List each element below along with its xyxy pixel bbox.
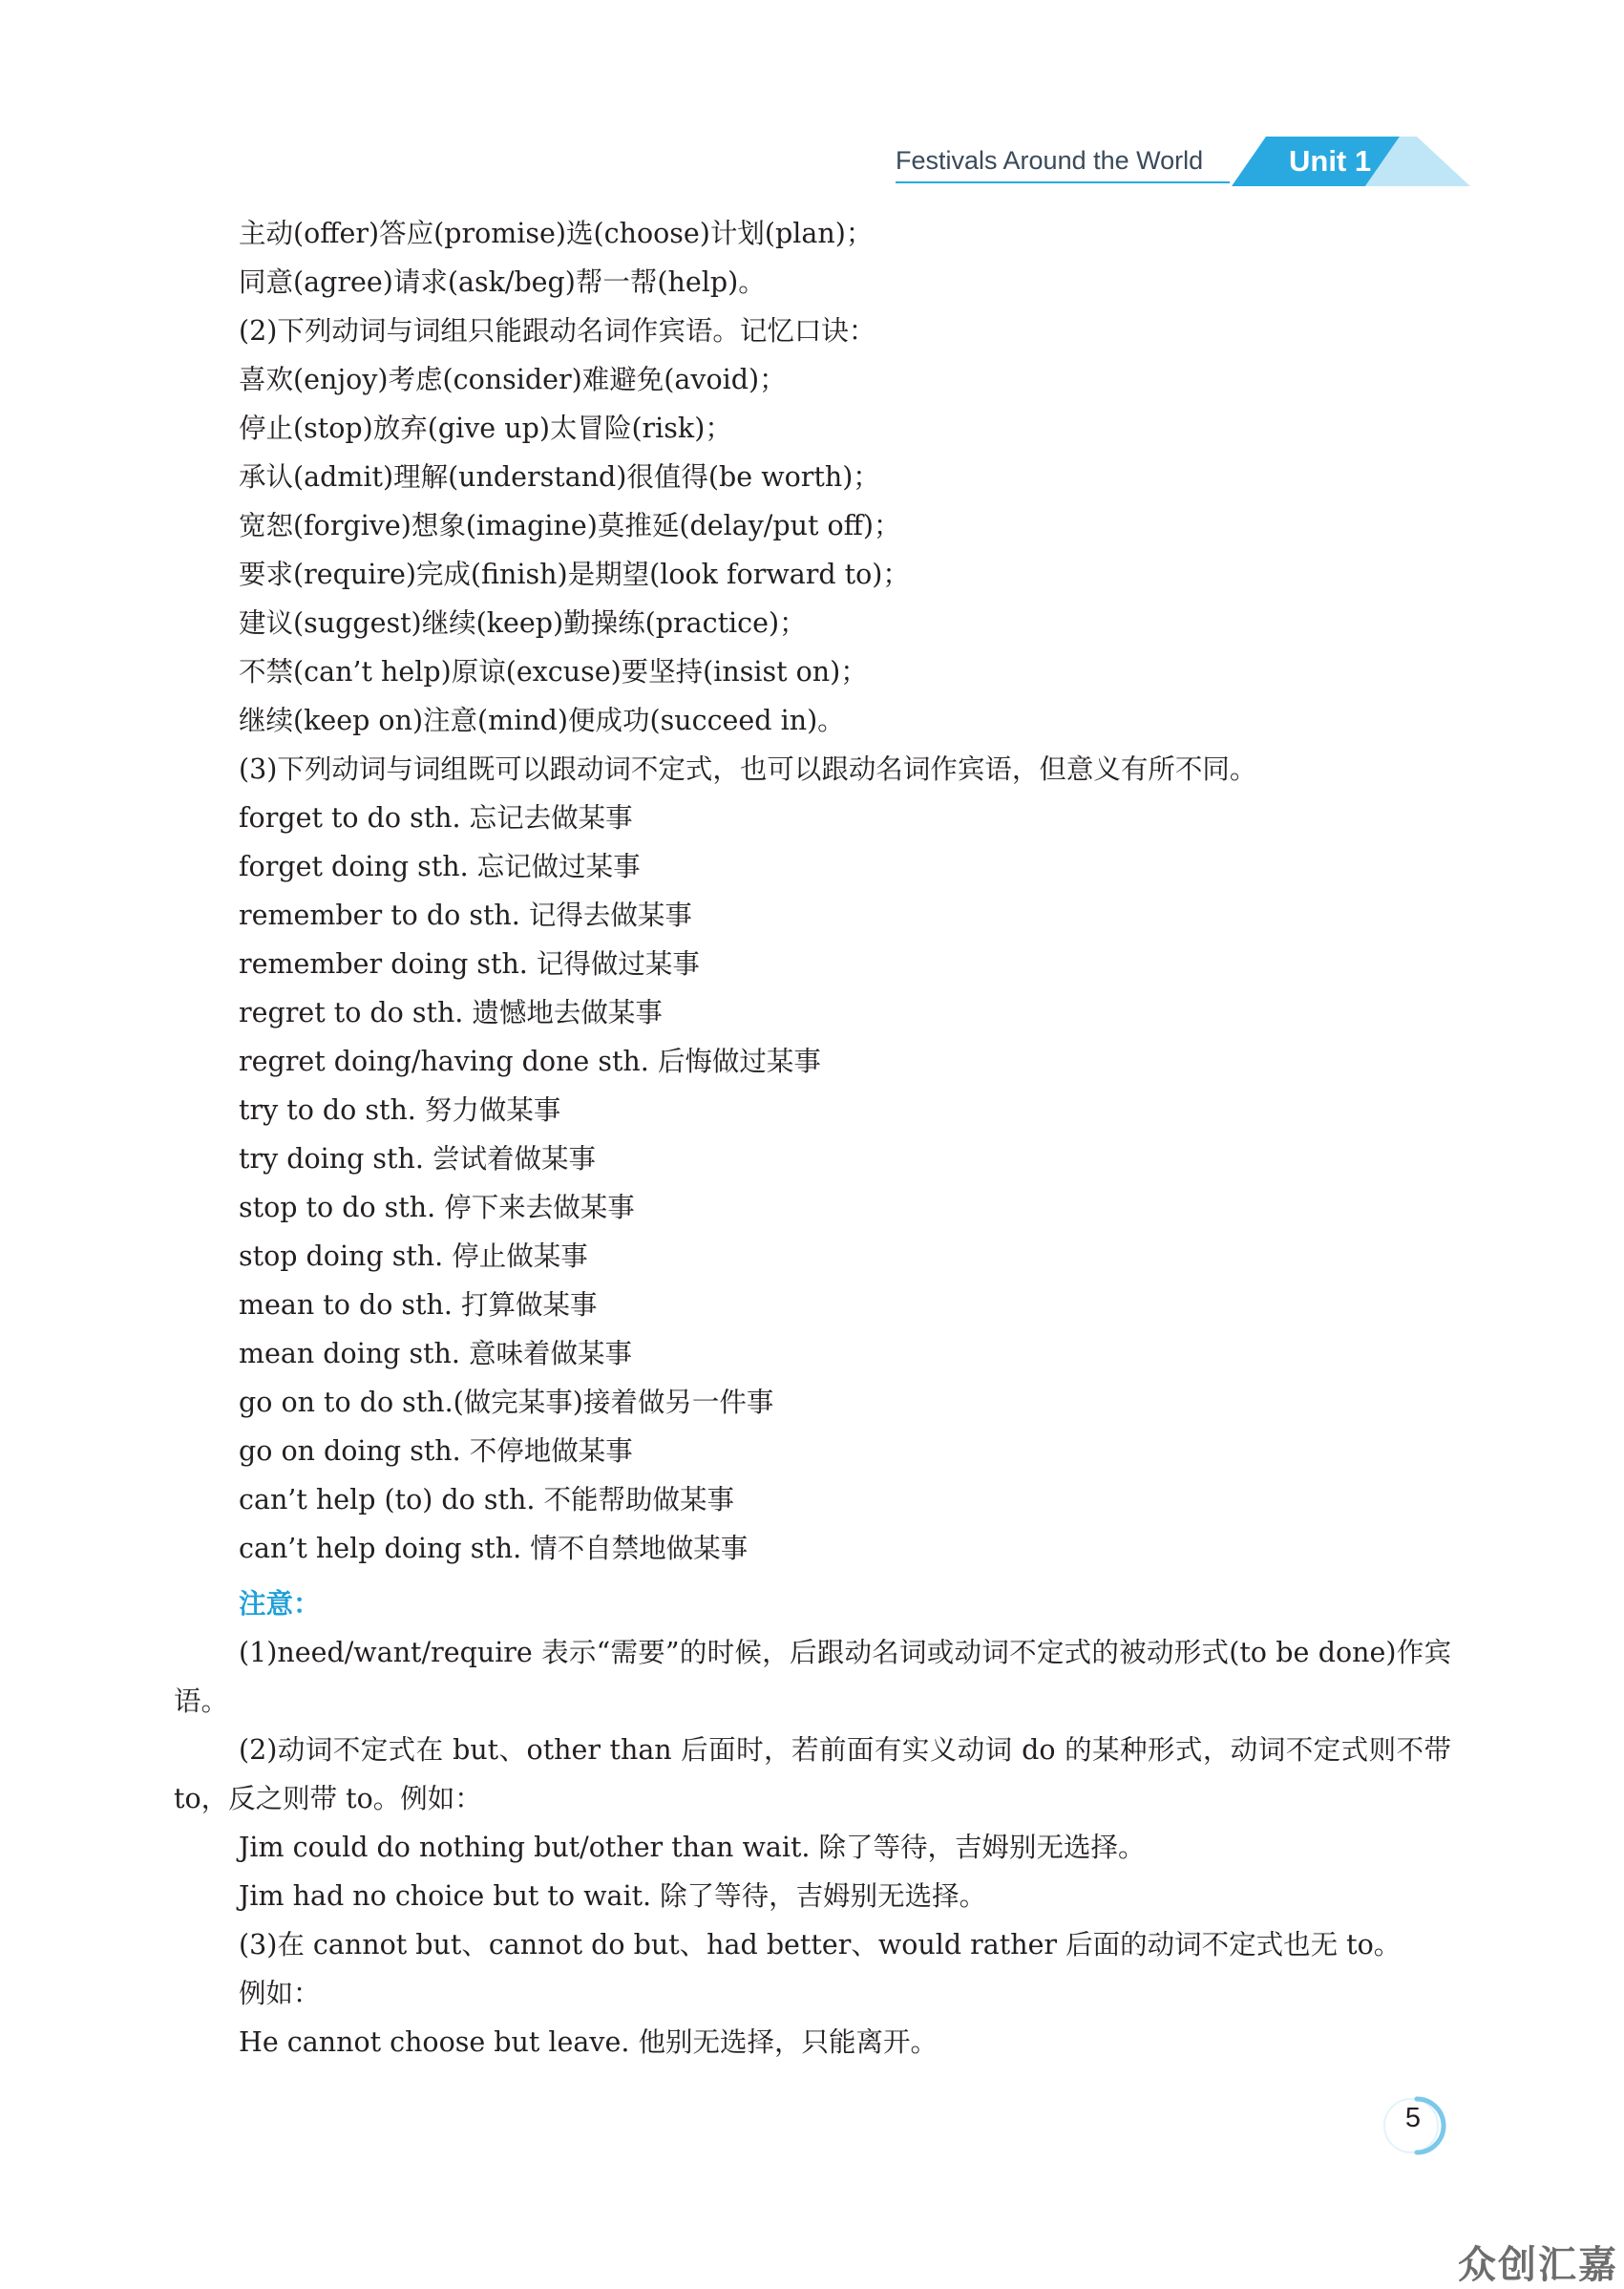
note-title: 注意： — [239, 1587, 321, 1620]
text-line: 建议(suggest)继续(keep)勤操练(practice)； — [239, 607, 807, 639]
text-line: can’t help doing sth. 情不自禁地做某事 — [239, 1533, 749, 1564]
note-paragraph-3-continued: 例如： — [239, 1978, 321, 2009]
text-line: (2)下列动词与词组只能跟动名词作宾语。记忆口诀： — [239, 315, 876, 347]
example-sentence: Jim could do nothing but/other than wait. 除了等待，吉姆别无选择。 — [239, 1832, 1146, 1863]
text-line: stop to do sth. 停下来去做某事 — [239, 1192, 635, 1223]
text-line: 宽恕(forgive)想象(imagine)莫推延(delay/put off)； — [239, 510, 901, 541]
example-sentence: Jim had no choice but to wait. 除了等待，吉姆别无选择。 — [239, 1880, 987, 1912]
text-line: 不禁(can’t help)原谅(excuse)要坚持(insist on)； — [239, 656, 868, 688]
text-line: 停止(stop)放弃(give up)太冒险(risk)； — [239, 413, 732, 444]
text-line: try doing sth. 尝试着做某事 — [239, 1143, 596, 1175]
unit-label: Unit 1 — [1289, 144, 1372, 178]
text-line: regret doing/having done sth. 后悔做过某事 — [239, 1046, 821, 1077]
text-line: try to do sth. 努力做某事 — [239, 1094, 561, 1126]
page-number: 5 — [1404, 2103, 1422, 2133]
text-line: can’t help (to) do sth. 不能帮助做某事 — [239, 1484, 734, 1515]
text-line: go on doing sth. 不停地做某事 — [239, 1435, 633, 1467]
text-line: 继续(keep on)注意(mind)便成功(succeed in)。 — [239, 705, 845, 736]
text-line: stop doing sth. 停止做某事 — [239, 1240, 588, 1272]
note-paragraph-2: (2)动词不定式在 but、other than 后面时，若前面有实义动词 do 的某种形式，动词不定式则不带 to，反之则带 to。例如： — [174, 1734, 1451, 1814]
text-line: go on to do sth.(做完某事)接着做另一件事 — [239, 1387, 774, 1418]
text-line: (3)下列动词与词组既可以跟动词不定式，也可以跟动名词作宾语，但意义有所不同。 — [239, 753, 1257, 785]
text-line: 主动(offer)答应(promise)选(choose)计划(plan)； — [239, 218, 874, 249]
text-line: remember doing sth. 记得做过某事 — [239, 948, 700, 980]
text-line: forget doing sth. 忘记做过某事 — [239, 851, 641, 882]
text-line: mean doing sth. 意味着做某事 — [239, 1338, 633, 1369]
text-line: 喜欢(enjoy)考虑(consider)难避免(avoid)； — [239, 364, 787, 395]
note-paragraph-3: (3)在 cannot but、cannot do but、had better、would rather 后面的动词不定式也无 to。 — [239, 1929, 1402, 1960]
example-sentence: He cannot choose but leave. 他别无选择，只能离开。 — [239, 2026, 938, 2058]
note-paragraph-1: (1)need/want/require 表示“需要”的时候，后跟动名词或动词不定式的被动形式(to be done)作宾语。 — [174, 1637, 1451, 1717]
text-line: 同意(agree)请求(ask/beg)帮一帮(help)。 — [239, 266, 766, 298]
text-line: forget to do sth. 忘记去做某事 — [239, 802, 633, 834]
header-title: Festivals Around the World — [896, 146, 1204, 175]
header-rule — [896, 181, 1230, 183]
text-line: 承认(admit)理解(understand)很值得(be worth)； — [239, 461, 880, 493]
text-line: 要求(require)完成(finish)是期望(look forward to)； — [239, 559, 910, 590]
text-line: mean to do sth. 打算做某事 — [239, 1289, 598, 1321]
text-line: regret to do sth. 遗憾地去做某事 — [239, 997, 663, 1028]
text-line: remember to do sth. 记得去做某事 — [239, 900, 692, 931]
watermark: 众创汇嘉 — [1458, 2243, 1618, 2287]
